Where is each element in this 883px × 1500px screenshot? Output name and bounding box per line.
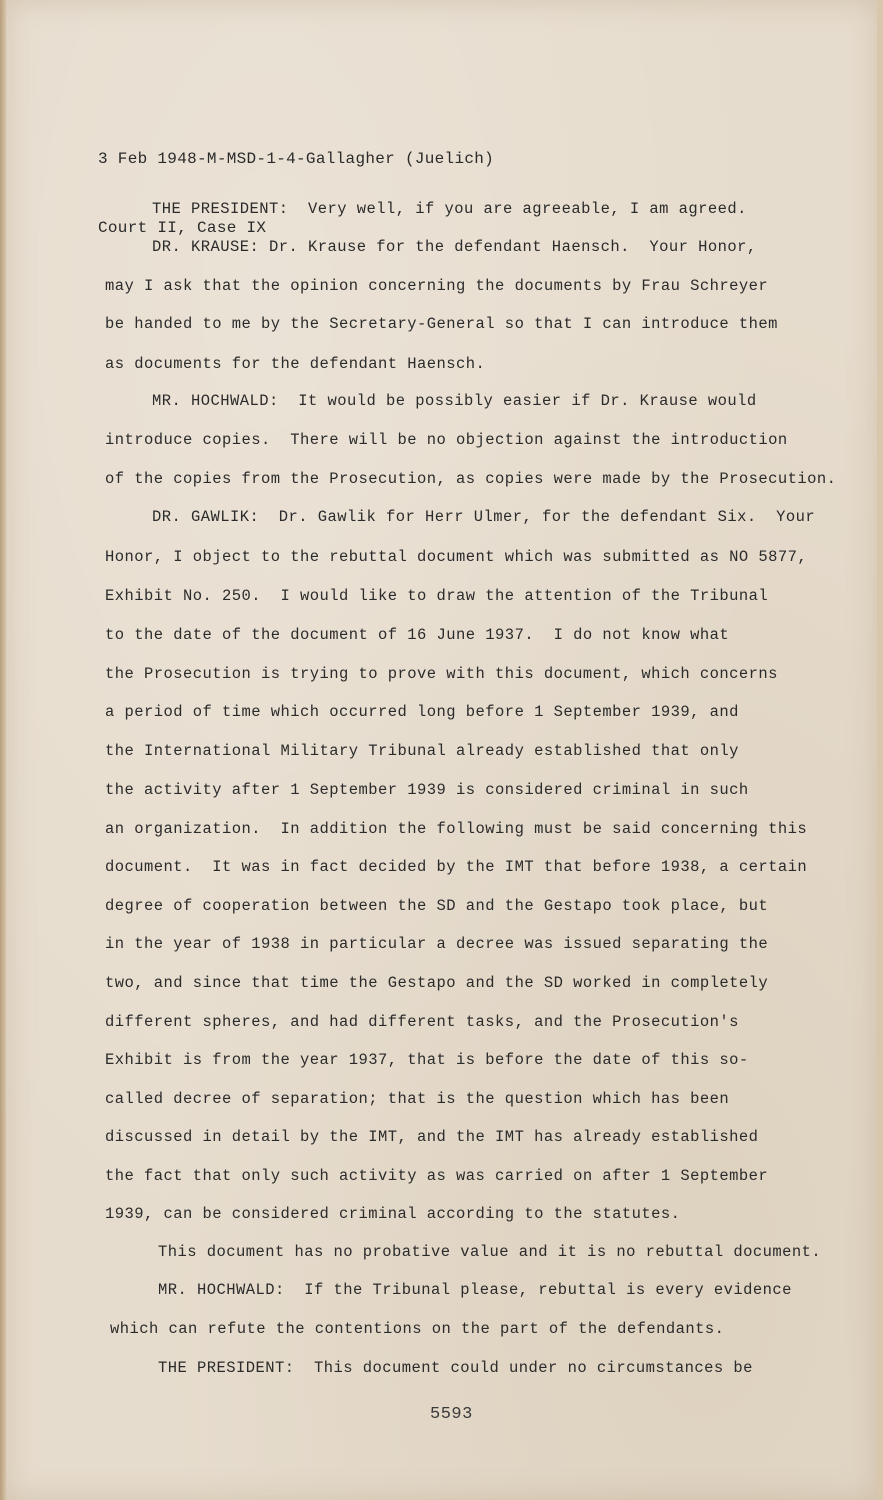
transcript-line: the activity after 1 September 1939 is considered criminal in such: [105, 781, 749, 799]
document-header: [98, 102, 494, 286]
transcript-line: introduce copies. There will be no objection against the introduction: [105, 431, 788, 449]
transcript-line: two, and since that time the Gestapo and the SD worked in completely: [105, 974, 769, 992]
transcript-line: Honor, I object to the rebuttal document which was submitted as NO 5877,: [105, 548, 808, 566]
transcript-line: This document has no probative value and it is no rebuttal document.: [158, 1243, 822, 1261]
transcript-line: an organization. In addition the following must be said concerning this: [105, 820, 808, 838]
transcript-line: be handed to me by the Secretary-General so that I can introduce them: [105, 315, 778, 333]
transcript-line: Exhibit No. 250. I would like to draw the attention of the Tribunal: [105, 587, 769, 605]
transcript-line: document. It was in fact decided by the IMT that before 1938, a certain: [105, 858, 808, 876]
header-reference-line: 3 Feb 1948-M-MSD-1-4-Gallagher (Juelich): [98, 150, 495, 168]
transcript-line: in the year of 1938 in particular a decree was issued separating the: [105, 935, 769, 953]
transcript-line: degree of cooperation between the SD and the Gestapo took place, but: [105, 897, 769, 915]
transcript-line: called decree of separation; that is the question which has been: [105, 1090, 730, 1108]
transcript-line: as documents for the defendant Haensch.: [105, 355, 486, 373]
page-edge: [0, 0, 6, 1500]
transcript-line: the fact that only such activity as was carried on after 1 September: [105, 1167, 769, 1185]
transcript-line: THE PRESIDENT: Very well, if you are agreeable, I am agreed.: [152, 200, 747, 218]
transcript-line: different spheres, and had different tasks, and the Prosecution's: [105, 1013, 739, 1031]
transcript-line: may I ask that the opinion concerning the documents by Frau Schreyer: [105, 277, 769, 295]
document-page: [6, 0, 877, 1500]
transcript-line: 1939, can be considered criminal according to the statutes.: [105, 1205, 681, 1223]
transcript-line: of the copies from the Prosecution, as copies were made by the Prosecution.: [105, 470, 837, 488]
transcript-line: which can refute the contentions on the part of the defendants.: [110, 1320, 725, 1338]
transcript-line: DR. GAWLIK: Dr. Gawlik for Herr Ulmer, for the defendant Six. Your: [152, 508, 816, 526]
transcript-line: Exhibit is from the year 1937, that is before the date of this so-: [105, 1051, 749, 1069]
page-number: 5593: [430, 1405, 473, 1424]
transcript-line: MR. HOCHWALD: If the Tribunal please, rebuttal is every evidence: [158, 1281, 792, 1299]
transcript-line: to the date of the document of 16 June 1937. I do not know what: [105, 626, 730, 644]
transcript-line: DR. KRAUSE: Dr. Krause for the defendant Haensch. Your Honor,: [152, 238, 757, 256]
transcript-line: MR. HOCHWALD: It would be possibly easier if Dr. Krause would: [152, 392, 757, 410]
transcript-line: a period of time which occurred long before 1 September 1939, and: [105, 703, 739, 721]
transcript-line: the Prosecution is trying to prove with this document, which concerns: [105, 665, 778, 683]
header-court-line: Court II, Case IX: [98, 219, 267, 237]
transcript-line: discussed in detail by the IMT, and the IMT has already established: [105, 1128, 759, 1146]
transcript-line: THE PRESIDENT: This document could under no circumstances be: [158, 1359, 753, 1377]
transcript-line: the International Military Tribunal already established that only: [105, 742, 739, 760]
